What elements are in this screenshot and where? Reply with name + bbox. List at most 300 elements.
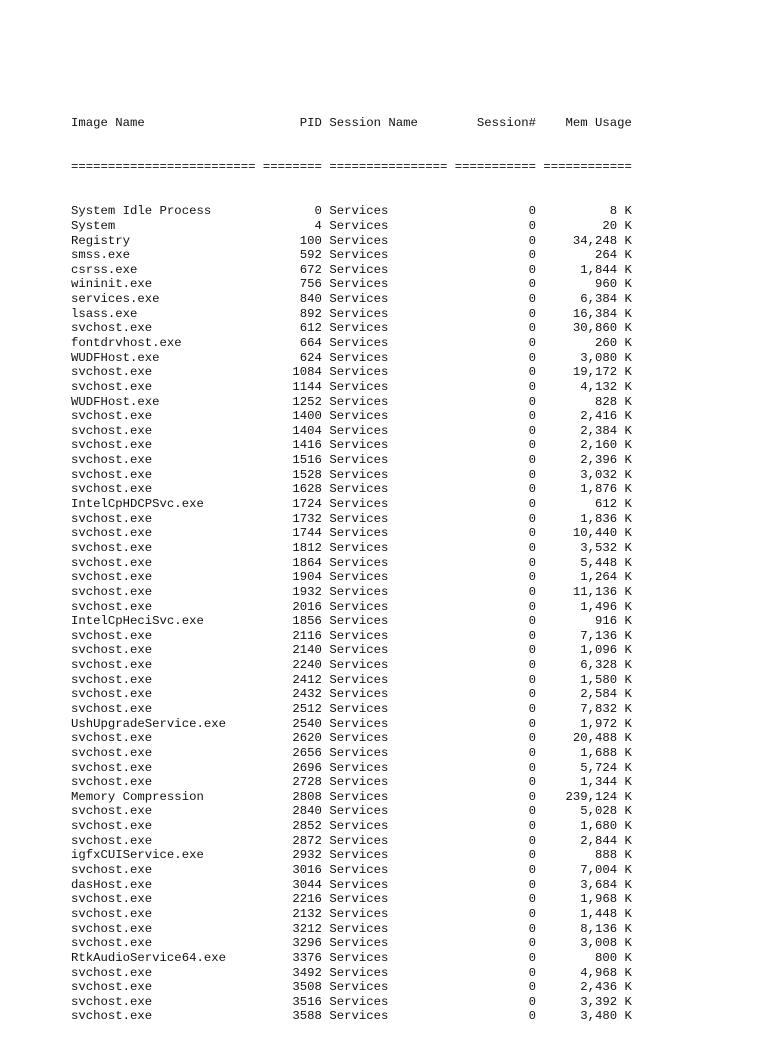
col-pid-header: PID bbox=[262, 116, 322, 131]
cell-session-num: 0 bbox=[454, 775, 536, 790]
cell-mem-usage: 960 K bbox=[543, 277, 632, 292]
cell-image-name: System Idle Process bbox=[71, 204, 256, 219]
cell-session-num: 0 bbox=[454, 497, 536, 512]
cell-pid: 1252 bbox=[262, 394, 322, 409]
cell-mem-usage: 6,328 K bbox=[543, 658, 632, 673]
cell-session-name: Services bbox=[329, 570, 448, 585]
cell-session-name: Services bbox=[329, 423, 448, 438]
table-row bbox=[71, 863, 632, 878]
table-row bbox=[71, 878, 632, 893]
table-row bbox=[71, 804, 632, 819]
cell-mem-usage: 1,688 K bbox=[543, 745, 632, 760]
cell-mem-usage: 2,436 K bbox=[543, 980, 632, 995]
table-row bbox=[71, 1009, 632, 1024]
table-row bbox=[71, 292, 632, 307]
cell-pid: 2432 bbox=[262, 687, 322, 702]
cell-session-name: Services bbox=[329, 233, 448, 248]
cell-session-num: 0 bbox=[454, 438, 536, 453]
table-row bbox=[71, 848, 632, 863]
cell-mem-usage: 1,876 K bbox=[543, 482, 632, 497]
cell-session-name: Services bbox=[329, 379, 448, 394]
cell-image-name: lsass.exe bbox=[71, 306, 256, 321]
cell-session-num: 0 bbox=[454, 365, 536, 380]
cell-session-num: 0 bbox=[454, 804, 536, 819]
table-row bbox=[71, 321, 632, 336]
separator-session-num: =========== bbox=[454, 160, 536, 175]
cell-pid: 3212 bbox=[262, 921, 322, 936]
cell-mem-usage: 1,344 K bbox=[543, 775, 632, 790]
table-row bbox=[71, 892, 632, 907]
cell-pid: 2620 bbox=[262, 731, 322, 746]
cell-mem-usage: 260 K bbox=[543, 335, 632, 350]
cell-session-num: 0 bbox=[454, 379, 536, 394]
cell-pid: 3508 bbox=[262, 980, 322, 995]
cell-session-name: Services bbox=[329, 467, 448, 482]
table-row bbox=[71, 336, 632, 351]
cell-session-num: 0 bbox=[454, 658, 536, 673]
cell-pid: 2140 bbox=[262, 643, 322, 658]
cell-image-name: csrss.exe bbox=[71, 262, 256, 277]
col-session-num-header: Session# bbox=[454, 116, 536, 131]
cell-image-name: dasHost.exe bbox=[71, 877, 256, 892]
cell-session-name: Services bbox=[329, 350, 448, 365]
table-row bbox=[71, 936, 632, 951]
cell-pid: 2808 bbox=[262, 789, 322, 804]
cell-mem-usage: 34,248 K bbox=[543, 233, 632, 248]
cell-image-name: svchost.exe bbox=[71, 423, 256, 438]
cell-image-name: svchost.exe bbox=[71, 1009, 256, 1024]
cell-image-name: IntelCpHDCPSvc.exe bbox=[71, 497, 256, 512]
table-row bbox=[71, 717, 632, 732]
cell-mem-usage: 2,396 K bbox=[543, 453, 632, 468]
table-row bbox=[71, 351, 632, 366]
cell-mem-usage: 5,724 K bbox=[543, 760, 632, 775]
cell-mem-usage: 4,132 K bbox=[543, 379, 632, 394]
cell-image-name: fontdrvhost.exe bbox=[71, 335, 256, 350]
cell-session-num: 0 bbox=[454, 848, 536, 863]
cell-session-name: Services bbox=[329, 628, 448, 643]
col-image-name-header: Image Name bbox=[71, 116, 256, 131]
cell-session-num: 0 bbox=[454, 423, 536, 438]
cell-pid: 3588 bbox=[262, 1009, 322, 1024]
cell-pid: 2852 bbox=[262, 819, 322, 834]
cell-pid: 756 bbox=[262, 277, 322, 292]
cell-session-name: Services bbox=[329, 599, 448, 614]
cell-session-num: 0 bbox=[454, 292, 536, 307]
cell-image-name: svchost.exe bbox=[71, 760, 256, 775]
cell-session-name: Services bbox=[329, 950, 448, 965]
cell-session-name: Services bbox=[329, 248, 448, 263]
tasklist-output bbox=[71, 87, 632, 1039]
table-row bbox=[71, 556, 632, 571]
cell-mem-usage: 1,968 K bbox=[543, 892, 632, 907]
cell-pid: 2872 bbox=[262, 833, 322, 848]
cell-pid: 100 bbox=[262, 233, 322, 248]
cell-session-num: 0 bbox=[454, 233, 536, 248]
cell-session-name: Services bbox=[329, 643, 448, 658]
table-row bbox=[71, 219, 632, 234]
cell-pid: 1628 bbox=[262, 482, 322, 497]
cell-mem-usage: 4,968 K bbox=[543, 965, 632, 980]
table-row bbox=[71, 365, 632, 380]
cell-mem-usage: 5,448 K bbox=[543, 555, 632, 570]
table-row bbox=[71, 995, 632, 1010]
cell-session-num: 0 bbox=[454, 467, 536, 482]
cell-pid: 3516 bbox=[262, 994, 322, 1009]
cell-mem-usage: 20 K bbox=[543, 218, 632, 233]
cell-mem-usage: 3,008 K bbox=[543, 936, 632, 951]
cell-session-name: Services bbox=[329, 306, 448, 321]
cell-session-num: 0 bbox=[454, 555, 536, 570]
cell-session-num: 0 bbox=[454, 335, 536, 350]
cell-mem-usage: 2,160 K bbox=[543, 438, 632, 453]
cell-image-name: System bbox=[71, 218, 256, 233]
cell-session-name: Services bbox=[329, 584, 448, 599]
cell-image-name: smss.exe bbox=[71, 248, 256, 263]
cell-session-num: 0 bbox=[454, 994, 536, 1009]
cell-pid: 1144 bbox=[262, 379, 322, 394]
cell-mem-usage: 6,384 K bbox=[543, 292, 632, 307]
cell-pid: 2240 bbox=[262, 658, 322, 673]
table-row bbox=[71, 643, 632, 658]
table-row bbox=[71, 629, 632, 644]
cell-mem-usage: 8 K bbox=[543, 204, 632, 219]
process-rows bbox=[71, 204, 632, 1024]
table-row bbox=[71, 497, 632, 512]
cell-session-name: Services bbox=[329, 335, 448, 350]
cell-mem-usage: 828 K bbox=[543, 394, 632, 409]
cell-mem-usage: 239,124 K bbox=[543, 789, 632, 804]
cell-pid: 624 bbox=[262, 350, 322, 365]
cell-image-name: svchost.exe bbox=[71, 863, 256, 878]
cell-session-num: 0 bbox=[454, 599, 536, 614]
cell-pid: 1724 bbox=[262, 497, 322, 512]
cell-pid: 1416 bbox=[262, 438, 322, 453]
cell-image-name: svchost.exe bbox=[71, 994, 256, 1009]
cell-image-name: igfxCUIService.exe bbox=[71, 848, 256, 863]
cell-session-name: Services bbox=[329, 819, 448, 834]
cell-session-name: Services bbox=[329, 292, 448, 307]
cell-session-num: 0 bbox=[454, 409, 536, 424]
cell-session-name: Services bbox=[329, 980, 448, 995]
cell-pid: 1744 bbox=[262, 526, 322, 541]
cell-mem-usage: 11,136 K bbox=[543, 584, 632, 599]
cell-session-name: Services bbox=[329, 365, 448, 380]
cell-session-name: Services bbox=[329, 877, 448, 892]
cell-pid: 892 bbox=[262, 306, 322, 321]
cell-image-name: svchost.exe bbox=[71, 540, 256, 555]
cell-pid: 1932 bbox=[262, 584, 322, 599]
table-row bbox=[71, 687, 632, 702]
cell-session-num: 0 bbox=[454, 906, 536, 921]
cell-session-num: 0 bbox=[454, 789, 536, 804]
table-row bbox=[71, 922, 632, 937]
cell-image-name: svchost.exe bbox=[71, 775, 256, 790]
cell-image-name: svchost.exe bbox=[71, 438, 256, 453]
cell-mem-usage: 1,264 K bbox=[543, 570, 632, 585]
cell-session-name: Services bbox=[329, 482, 448, 497]
cell-session-num: 0 bbox=[454, 892, 536, 907]
cell-pid: 664 bbox=[262, 335, 322, 350]
table-row bbox=[71, 482, 632, 497]
cell-session-name: Services bbox=[329, 760, 448, 775]
cell-session-name: Services bbox=[329, 321, 448, 336]
cell-session-name: Services bbox=[329, 833, 448, 848]
cell-image-name: svchost.exe bbox=[71, 672, 256, 687]
cell-image-name: svchost.exe bbox=[71, 379, 256, 394]
cell-image-name: svchost.exe bbox=[71, 819, 256, 834]
cell-mem-usage: 3,032 K bbox=[543, 467, 632, 482]
cell-image-name: svchost.exe bbox=[71, 687, 256, 702]
cell-image-name: svchost.exe bbox=[71, 321, 256, 336]
cell-session-num: 0 bbox=[454, 819, 536, 834]
cell-session-name: Services bbox=[329, 994, 448, 1009]
cell-image-name: svchost.exe bbox=[71, 643, 256, 658]
cell-image-name: svchost.exe bbox=[71, 731, 256, 746]
cell-image-name: svchost.exe bbox=[71, 833, 256, 848]
cell-mem-usage: 800 K bbox=[543, 950, 632, 965]
cell-pid: 3376 bbox=[262, 950, 322, 965]
cell-mem-usage: 16,384 K bbox=[543, 306, 632, 321]
cell-session-num: 0 bbox=[454, 482, 536, 497]
cell-image-name: svchost.exe bbox=[71, 702, 256, 716]
table-row bbox=[71, 541, 632, 556]
cell-session-num: 0 bbox=[454, 277, 536, 292]
cell-pid: 612 bbox=[262, 321, 322, 336]
cell-session-num: 0 bbox=[454, 936, 536, 951]
table-row bbox=[71, 468, 632, 483]
cell-session-name: Services bbox=[329, 409, 448, 424]
cell-session-num: 0 bbox=[454, 350, 536, 365]
table-row bbox=[71, 204, 632, 219]
cell-session-num: 0 bbox=[454, 833, 536, 848]
cell-session-name: Services bbox=[329, 775, 448, 790]
cell-session-name: Services bbox=[329, 965, 448, 980]
cell-session-name: Services bbox=[329, 526, 448, 541]
cell-mem-usage: 612 K bbox=[543, 497, 632, 512]
cell-mem-usage: 10,440 K bbox=[543, 526, 632, 541]
cell-image-name: WUDFHost.exe bbox=[71, 350, 256, 365]
cell-image-name: wininit.exe bbox=[71, 277, 256, 292]
table-row bbox=[71, 277, 632, 292]
cell-session-name: Services bbox=[329, 614, 448, 629]
cell-session-name: Services bbox=[329, 731, 448, 746]
cell-session-name: Services bbox=[329, 511, 448, 526]
cell-session-num: 0 bbox=[454, 628, 536, 643]
cell-image-name: svchost.exe bbox=[71, 584, 256, 599]
cell-session-name: Services bbox=[329, 863, 448, 878]
cell-session-num: 0 bbox=[454, 863, 536, 878]
cell-mem-usage: 3,684 K bbox=[543, 877, 632, 892]
cell-session-num: 0 bbox=[454, 511, 536, 526]
cell-image-name: svchost.exe bbox=[71, 570, 256, 585]
separator-row bbox=[71, 160, 632, 175]
col-mem-usage-header: Mem Usage bbox=[543, 116, 632, 131]
cell-session-num: 0 bbox=[454, 687, 536, 702]
cell-mem-usage: 19,172 K bbox=[543, 365, 632, 380]
cell-mem-usage: 1,836 K bbox=[543, 511, 632, 526]
cell-session-num: 0 bbox=[454, 262, 536, 277]
header-row bbox=[71, 116, 632, 131]
cell-mem-usage: 5,028 K bbox=[543, 804, 632, 819]
cell-mem-usage: 7,004 K bbox=[543, 863, 632, 878]
cell-mem-usage: 916 K bbox=[543, 614, 632, 629]
cell-session-name: Services bbox=[329, 687, 448, 702]
cell-pid: 2412 bbox=[262, 672, 322, 687]
cell-mem-usage: 1,496 K bbox=[543, 599, 632, 614]
cell-mem-usage: 3,392 K bbox=[543, 994, 632, 1009]
cell-pid: 2656 bbox=[262, 745, 322, 760]
cell-session-num: 0 bbox=[454, 921, 536, 936]
cell-session-name: Services bbox=[329, 921, 448, 936]
cell-pid: 1528 bbox=[262, 467, 322, 482]
cell-session-num: 0 bbox=[454, 570, 536, 585]
cell-session-num: 0 bbox=[454, 248, 536, 263]
cell-mem-usage: 3,080 K bbox=[543, 350, 632, 365]
separator-image-name: ========================= bbox=[71, 160, 256, 175]
cell-image-name: UshUpgradeService.exe bbox=[71, 716, 256, 731]
table-row bbox=[71, 380, 632, 395]
cell-image-name: svchost.exe bbox=[71, 409, 256, 424]
cell-image-name: IntelCpHeciSvc.exe bbox=[71, 614, 256, 629]
cell-pid: 3016 bbox=[262, 863, 322, 878]
cell-image-name: services.exe bbox=[71, 292, 256, 307]
cell-pid: 2132 bbox=[262, 906, 322, 921]
col-session-name-header: Session Name bbox=[329, 116, 448, 131]
cell-pid: 2512 bbox=[262, 702, 322, 716]
table-row bbox=[71, 263, 632, 278]
cell-mem-usage: 7,832 K bbox=[543, 702, 632, 716]
cell-mem-usage: 888 K bbox=[543, 848, 632, 863]
cell-mem-usage: 2,584 K bbox=[543, 687, 632, 702]
cell-session-name: Services bbox=[329, 672, 448, 687]
cell-session-name: Services bbox=[329, 804, 448, 819]
cell-image-name: svchost.exe bbox=[71, 628, 256, 643]
cell-session-num: 0 bbox=[454, 672, 536, 687]
cell-image-name: svchost.exe bbox=[71, 936, 256, 951]
separator-session-name: ================ bbox=[329, 160, 448, 175]
cell-pid: 840 bbox=[262, 292, 322, 307]
table-row bbox=[71, 731, 632, 746]
cell-session-name: Services bbox=[329, 204, 448, 219]
cell-mem-usage: 3,532 K bbox=[543, 540, 632, 555]
table-row bbox=[71, 512, 632, 527]
cell-session-name: Services bbox=[329, 936, 448, 951]
cell-pid: 1404 bbox=[262, 423, 322, 438]
cell-image-name: Registry bbox=[71, 233, 256, 248]
cell-image-name: svchost.exe bbox=[71, 892, 256, 907]
cell-pid: 1904 bbox=[262, 570, 322, 585]
cell-pid: 3044 bbox=[262, 877, 322, 892]
table-row bbox=[71, 673, 632, 688]
cell-session-num: 0 bbox=[454, 540, 536, 555]
table-row bbox=[71, 702, 632, 717]
cell-image-name: svchost.exe bbox=[71, 921, 256, 936]
cell-pid: 592 bbox=[262, 248, 322, 263]
cell-session-num: 0 bbox=[454, 306, 536, 321]
cell-session-name: Services bbox=[329, 262, 448, 277]
separator-pid: ======== bbox=[262, 160, 322, 175]
cell-session-num: 0 bbox=[454, 950, 536, 965]
cell-image-name: svchost.exe bbox=[71, 658, 256, 673]
cell-image-name: svchost.exe bbox=[71, 980, 256, 995]
table-row bbox=[71, 614, 632, 629]
cell-mem-usage: 7,136 K bbox=[543, 628, 632, 643]
cell-session-num: 0 bbox=[454, 745, 536, 760]
table-row bbox=[71, 424, 632, 439]
table-row bbox=[71, 966, 632, 981]
cell-image-name: svchost.exe bbox=[71, 555, 256, 570]
table-row bbox=[71, 907, 632, 922]
cell-pid: 2540 bbox=[262, 716, 322, 731]
cell-image-name: svchost.exe bbox=[71, 453, 256, 468]
cell-image-name: svchost.exe bbox=[71, 467, 256, 482]
cell-session-name: Services bbox=[329, 555, 448, 570]
cell-image-name: svchost.exe bbox=[71, 526, 256, 541]
cell-session-name: Services bbox=[329, 277, 448, 292]
cell-mem-usage: 264 K bbox=[543, 248, 632, 263]
cell-pid: 2016 bbox=[262, 599, 322, 614]
cell-session-num: 0 bbox=[454, 731, 536, 746]
cell-session-num: 0 bbox=[454, 321, 536, 336]
cell-pid: 1812 bbox=[262, 540, 322, 555]
cell-session-name: Services bbox=[329, 218, 448, 233]
cell-session-num: 0 bbox=[454, 614, 536, 629]
cell-pid: 2840 bbox=[262, 804, 322, 819]
cell-session-name: Services bbox=[329, 702, 448, 716]
cell-pid: 1516 bbox=[262, 453, 322, 468]
cell-session-name: Services bbox=[329, 745, 448, 760]
cell-pid: 0 bbox=[262, 204, 322, 219]
table-row bbox=[71, 307, 632, 322]
cell-mem-usage: 2,384 K bbox=[543, 423, 632, 438]
cell-session-num: 0 bbox=[454, 204, 536, 219]
cell-mem-usage: 30,860 K bbox=[543, 321, 632, 336]
cell-session-name: Services bbox=[329, 906, 448, 921]
cell-mem-usage: 2,416 K bbox=[543, 409, 632, 424]
cell-session-num: 0 bbox=[454, 1009, 536, 1024]
cell-image-name: svchost.exe bbox=[71, 511, 256, 526]
table-row bbox=[71, 395, 632, 410]
cell-session-name: Services bbox=[329, 892, 448, 907]
cell-pid: 1084 bbox=[262, 365, 322, 380]
cell-image-name: WUDFHost.exe bbox=[71, 394, 256, 409]
table-row bbox=[71, 746, 632, 761]
table-row bbox=[71, 248, 632, 263]
cell-pid: 2216 bbox=[262, 892, 322, 907]
cell-pid: 4 bbox=[262, 218, 322, 233]
cell-pid: 1732 bbox=[262, 511, 322, 526]
cell-session-name: Services bbox=[329, 716, 448, 731]
cell-session-name: Services bbox=[329, 438, 448, 453]
cell-session-name: Services bbox=[329, 848, 448, 863]
table-row bbox=[71, 438, 632, 453]
cell-session-num: 0 bbox=[454, 643, 536, 658]
table-row bbox=[71, 775, 632, 790]
cell-pid: 2932 bbox=[262, 848, 322, 863]
cell-session-num: 0 bbox=[454, 584, 536, 599]
table-row bbox=[71, 234, 632, 249]
cell-session-name: Services bbox=[329, 789, 448, 804]
table-row bbox=[71, 658, 632, 673]
table-row bbox=[71, 409, 632, 424]
cell-pid: 2728 bbox=[262, 775, 322, 790]
cell-mem-usage: 1,680 K bbox=[543, 819, 632, 834]
cell-session-name: Services bbox=[329, 497, 448, 512]
cell-session-name: Services bbox=[329, 658, 448, 673]
cell-session-name: Services bbox=[329, 453, 448, 468]
cell-session-num: 0 bbox=[454, 716, 536, 731]
